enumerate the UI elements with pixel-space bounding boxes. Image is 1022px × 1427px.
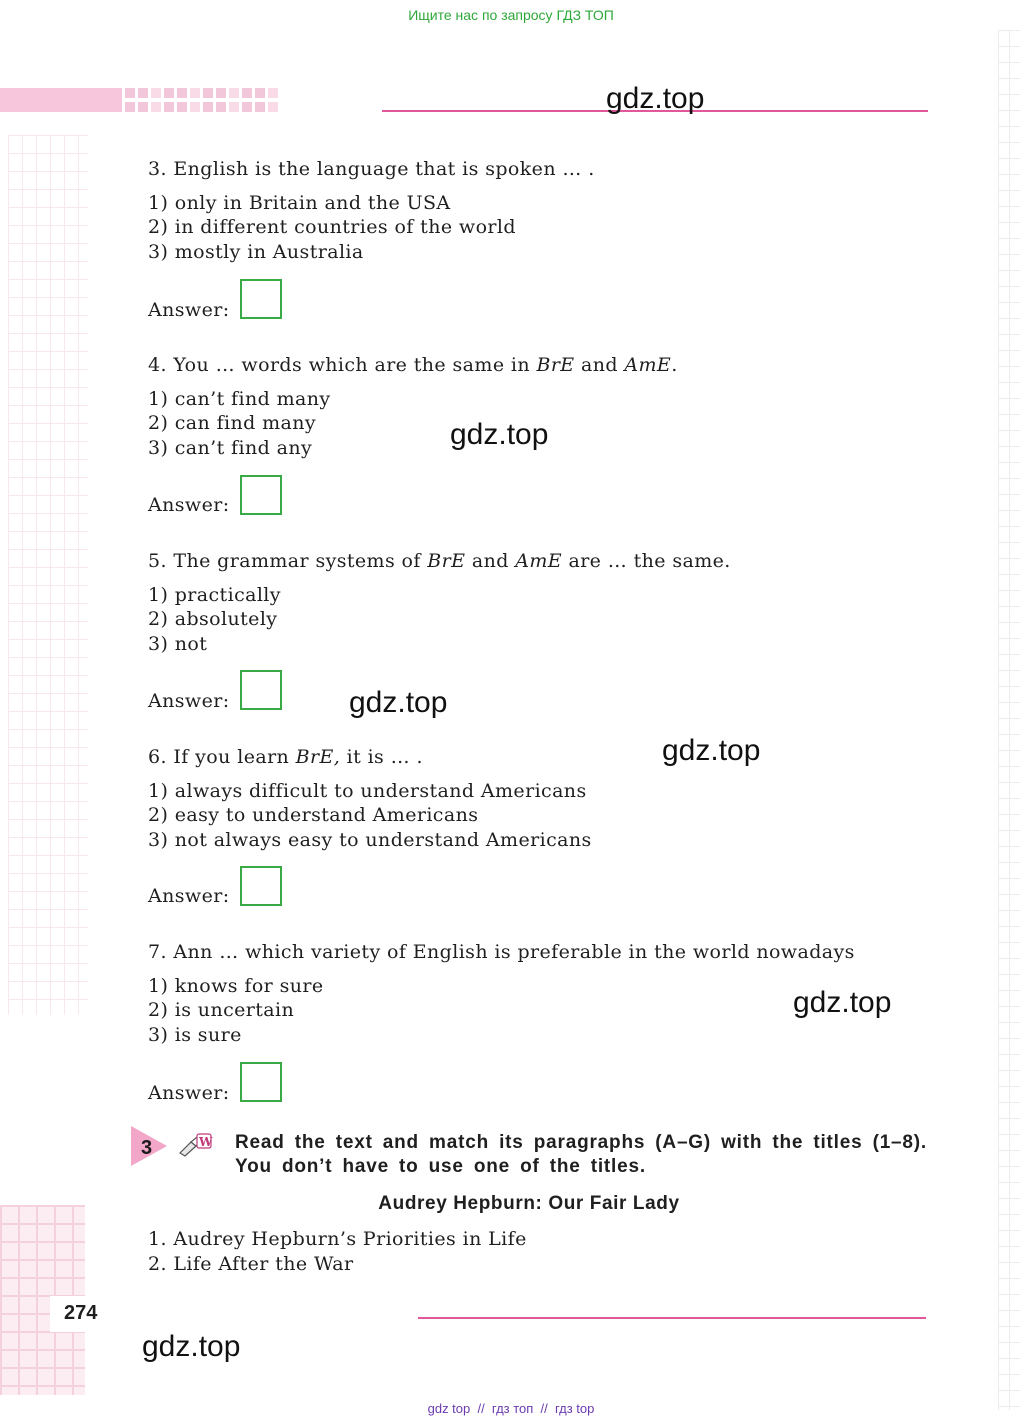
question-text: The grammar systems of [173,550,428,572]
option: 3) not always easy to understand Americans [148,828,592,851]
answer-label: Answer: [148,299,230,321]
header-pink-squares [125,88,285,112]
option: 2) can find many [148,412,317,434]
answer-label: Answer: [148,1082,230,1104]
option: 3) not [148,632,208,655]
question-stem [148,549,731,574]
question-number: 3. [148,158,167,180]
answer-box[interactable] [240,279,282,319]
watermark: gdz.top [349,686,448,719]
task-number-marker [131,1126,167,1166]
list-item: 1. Audrey Hepburn’s Priorities in Life [148,1228,527,1250]
option: 2) absolutely [148,608,278,630]
option: 2) easy to understand Americans [148,804,479,826]
question-number: 5. [148,550,167,572]
option: 1) can’t find many [148,387,331,410]
option: 3) can’t find any [148,436,313,459]
option: 1) always difficult to understand Americans [148,779,587,802]
question-number: 7. [148,941,167,963]
answer-box[interactable] [240,670,282,710]
watermark: gdz.top [662,734,761,767]
question-4 [148,353,678,460]
answer-label: Answer: [148,494,230,516]
watermark: gdz.top [450,418,549,451]
question-7 [148,940,855,1047]
answer-box[interactable] [240,866,282,906]
page-number: 274 [64,1302,98,1324]
bottom-banner[interactable]: gdz top // гдз топ // гдз top [427,1401,595,1416]
decorative-pattern-left [8,135,88,1015]
task-number: 3 [141,1137,153,1159]
watermark: gdz.top [793,986,892,1019]
answer-label: Answer: [148,690,230,712]
question-6 [148,745,592,852]
option: 3) mostly in Australia [148,240,364,263]
answer-box[interactable] [240,1062,282,1102]
option: 3) is sure [148,1023,242,1046]
question-text: are … the same. [562,550,731,572]
header-pink-band [0,88,122,112]
top-banner[interactable]: Ищите нас по запросу ГДЗ ТОП [408,7,614,23]
writing-hand-icon [177,1133,213,1159]
list-item: 2. Life After the War [148,1253,354,1275]
question-text: and [574,354,625,376]
option: 1) knows for sure [148,974,324,997]
question-stem [148,745,592,770]
watermark: gdz.top [142,1330,241,1363]
question-text: it is … . [340,746,423,768]
question-text: If you learn [173,746,296,768]
question-text: Ann … which variety of English is preferable in the world nowadays [173,941,855,963]
term-ame: AmE [515,550,563,572]
term-bre: BrE [427,550,466,572]
question-text: . [671,354,678,376]
footer-rule [418,1317,926,1319]
text-title: Audrey Hepburn: Our Fair Lady [378,1193,680,1214]
question-stem [148,940,855,965]
watermark: gdz.top [606,82,705,115]
question-number: 4. [148,354,167,376]
question-3 [148,157,595,264]
answer-label: Answer: [148,885,230,907]
svg-text:W: W [199,1135,213,1149]
titles-list [148,1227,527,1277]
option: 1) practically [148,583,281,606]
question-5 [148,549,731,656]
term-ame: AmE [624,354,672,376]
option: 1) only in Britain and the USA [148,191,451,214]
question-text: You … words which are the same in [173,354,537,376]
term-bre: BrE [536,354,575,376]
question-stem [148,353,678,378]
term-bre: BrE, [295,746,341,768]
option: 2) is uncertain [148,999,295,1021]
answer-box[interactable] [240,475,282,515]
option: 2) in different countries of the world [148,216,516,238]
question-text: English is the language that is spoken … . [173,158,595,180]
question-number: 6. [148,746,167,768]
task-instruction: Read the text and match its paragraphs (A–G) with the titles (1–8). You don’t have to use one of the titles. [235,1132,927,1177]
question-stem [148,157,595,182]
question-text: and [465,550,516,572]
